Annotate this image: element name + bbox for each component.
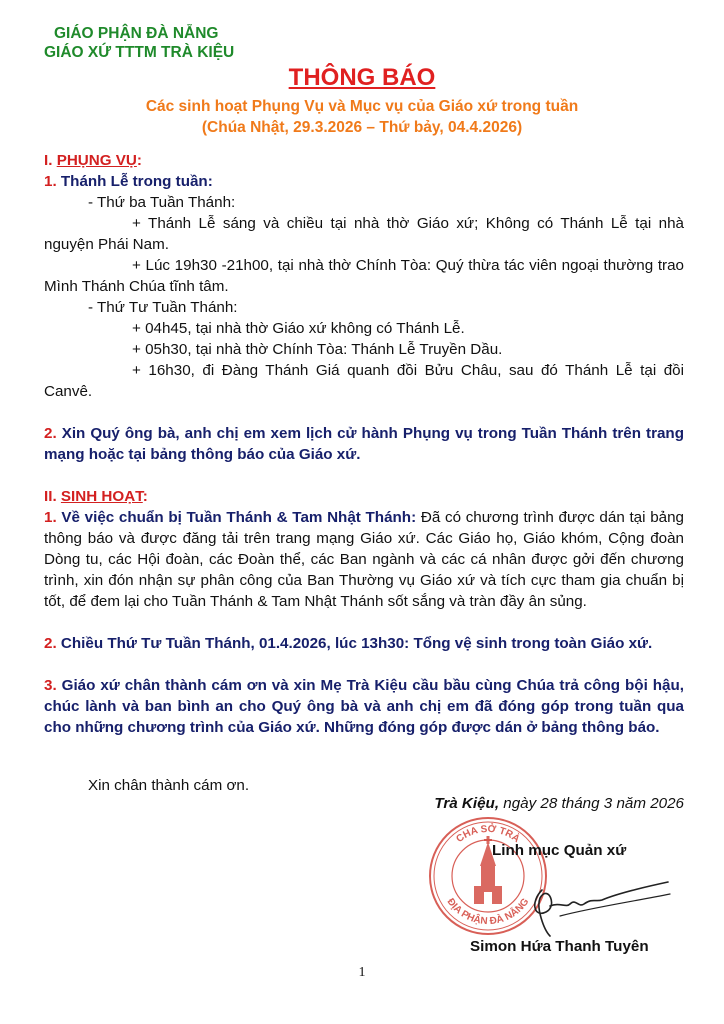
document-body bbox=[44, 150, 684, 738]
item-number: 3. bbox=[44, 677, 57, 694]
seal-bottom-text: ĐỊA PHẬN ĐÀ NẴNG bbox=[444, 896, 532, 928]
section-2-item-1 bbox=[44, 507, 684, 612]
item-text: Xin Quý ông bà, anh chị em xem lịch cử hành Phụng vụ trong Tuần Thánh trên trang mạng hoặc tại bảng thông báo của Giáo xứ. bbox=[44, 425, 684, 463]
tuesday-line-2: + Lúc 19h30 -21h00, tại nhà thờ Chính Tòa: Quý thừa tác viên ngoại thường trao Mình Thánh Chúa tĩnh tâm. bbox=[44, 257, 684, 295]
date-place: Trà Kiệu, bbox=[434, 795, 500, 812]
item-text: Đã có chương trình được dán tại bảng thông báo và được đăng tải trên trang mạng Giáo xứ. Các Giáo họ, Giáo khóm, Cộng đoàn Dòng tu, các Hội đoàn, các Đoàn thể, các Ban ngành và các cá nhân được gởi đến chương trình, xin đón nhận sự phân công của Ban Thường vụ Giáo xứ và tích cực tham gia chuẩn bị tốt, để đem lại cho Tuần Thánh & Tam Nhật Thánh sốt sắng và tràn đầy ân sủng. bbox=[44, 509, 684, 610]
diocese-name: GIÁO PHẬN ĐÀ NẴNG bbox=[54, 25, 219, 42]
section-1-title: PHỤNG VỤ bbox=[56, 152, 137, 169]
date-line bbox=[434, 795, 684, 812]
pastor-name: Simon Hứa Thanh Tuyên bbox=[470, 938, 649, 955]
tuesday-line-1: + Thánh Lễ sáng và chiều tại nhà thờ Giáo xứ; Không có Thánh Lễ tại nhà nguyện Phái Nam. bbox=[44, 215, 684, 253]
wednesday-line-1: + 04h45, tại nhà thờ Giáo xứ không có Thánh Lễ. bbox=[132, 320, 465, 337]
wednesday-line-2: + 05h30, tại nhà thờ Chính Tòa: Thánh Lễ Truyền Dầu. bbox=[132, 341, 503, 358]
pastor-title: Linh mục Quản xứ bbox=[492, 842, 627, 859]
section-1-number: I. bbox=[44, 152, 53, 169]
seal-top-text: CHA SỞ TRÀ bbox=[454, 823, 522, 846]
section-2-number: II. bbox=[44, 488, 57, 505]
item-number: 1. bbox=[44, 509, 57, 526]
parish-name: GIÁO XỨ TTTM TRÀ KIỆU bbox=[44, 44, 235, 61]
page-number: 1 bbox=[358, 965, 366, 980]
section-1-item-1-heading bbox=[44, 171, 684, 192]
item-number: 1. bbox=[44, 173, 57, 190]
subtitle-line-1: Các sinh hoạt Phụng Vụ và Mục vụ của Giáo xứ trong tuần bbox=[145, 98, 579, 115]
wednesday-label: - Thứ Tư Tuần Thánh: bbox=[88, 299, 238, 316]
item-title: Về việc chuẩn bị Tuần Thánh & Tam Nhật Thánh: bbox=[61, 509, 417, 526]
document-title: THÔNG BÁO bbox=[288, 64, 436, 91]
item-title: Thánh Lễ trong tuần: bbox=[60, 173, 213, 190]
section-2-heading: II. SINH HOẠT: bbox=[44, 488, 148, 505]
date-text: ngày 28 tháng 3 năm 2026 bbox=[499, 795, 684, 812]
tuesday-label: - Thứ ba Tuần Thánh: bbox=[88, 194, 236, 211]
section-2-item-2 bbox=[44, 633, 684, 654]
wednesday-line-3: + 16h30, đi Đàng Thánh Giá quanh đồi Bửu Châu, sau đó Thánh Lễ tại đồi Canvê. bbox=[44, 362, 684, 400]
subtitle-line-2: (Chúa Nhật, 29.3.2026 – Thứ bảy, 04.4.2026) bbox=[201, 119, 523, 136]
handwritten-signature bbox=[520, 872, 680, 942]
section-1-heading: I. PHỤNG VỤ: bbox=[44, 152, 142, 169]
section-2-item-3 bbox=[44, 675, 684, 738]
closing-thanks: Xin chân thành cám ơn. bbox=[88, 777, 250, 794]
item-text: Giáo xứ chân thành cám ơn và xin Mẹ Trà Kiệu cầu bầu cùng Chúa trả công bội hậu, chúc lành và ban bình an cho Quý ông bà và anh chị em đã đóng góp trong tuần qua cho những chương trình của Giáo xứ. Những đóng góp được dán ở bảng thông báo. bbox=[44, 677, 684, 736]
item-number: 2. bbox=[44, 425, 57, 442]
item-text: Chiều Thứ Tư Tuần Thánh, 01.4.2026, lúc 13h30: Tổng vệ sinh trong toàn Giáo xứ. bbox=[60, 635, 653, 652]
letterhead bbox=[44, 24, 234, 62]
item-number: 2. bbox=[44, 635, 57, 652]
document-subtitle bbox=[0, 96, 724, 138]
section-2-title: SINH HOẠT bbox=[60, 488, 143, 505]
section-1-item-2 bbox=[44, 423, 684, 465]
